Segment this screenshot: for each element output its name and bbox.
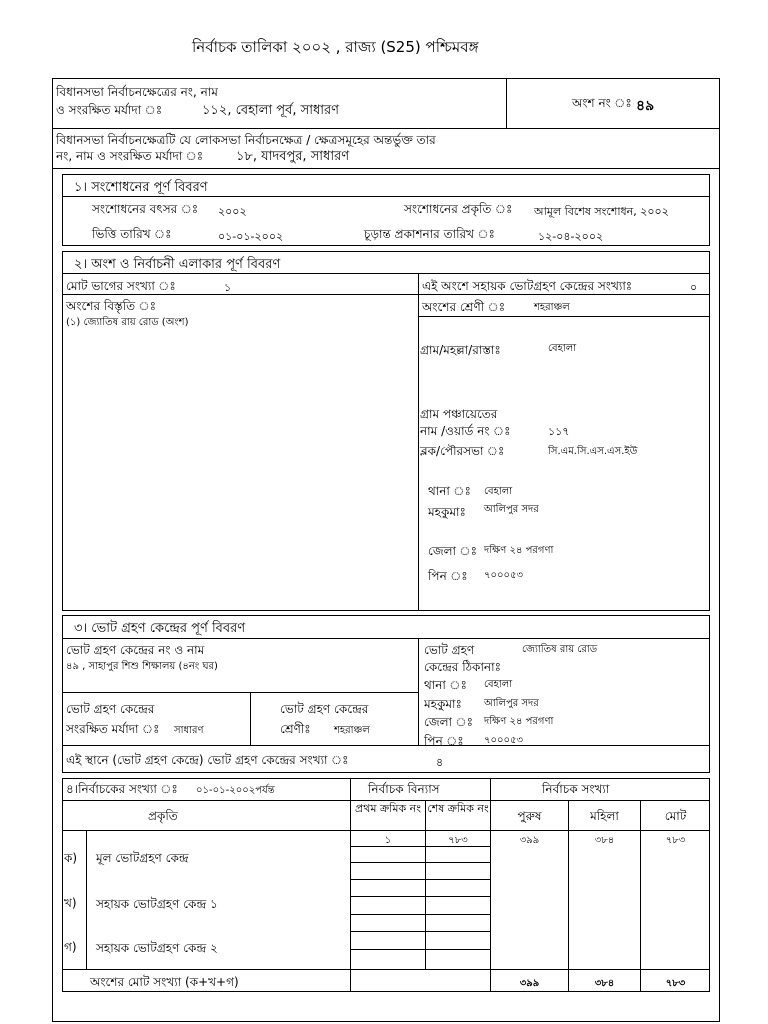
divider xyxy=(250,692,251,745)
divider xyxy=(640,800,641,992)
total-total: ৭৮৩ xyxy=(665,978,686,989)
part-category-value: শহরাঞ্চল xyxy=(534,302,570,313)
divider xyxy=(425,800,426,969)
station-pin-value: ৭০০০৫৩ xyxy=(484,735,523,746)
row-total: ৭৮৩ xyxy=(665,835,686,846)
village-value: বেহালা xyxy=(548,343,577,354)
ward-label: নাম /ওয়ার্ড নং ঃ xyxy=(420,424,511,438)
pin-label: পিন ঃ xyxy=(428,569,468,583)
aux-stations-label: এই অংশে সহায়ক ভোটগ্রহণ কেন্দ্রের সংখ্যাঃ xyxy=(422,279,633,293)
col-nature: প্রকৃতি xyxy=(148,809,178,823)
subdivision-label: মহকুমাঃ xyxy=(428,505,466,519)
revision-nature-value: আমূল বিশেষ সংশোধন, ২০০২ xyxy=(534,205,669,218)
divider xyxy=(418,638,419,745)
row-label: সহায়ক ভোটগ্রহণ কেন্দ্র ২ xyxy=(96,941,218,955)
station-pin-label: পিন ঃ xyxy=(424,734,464,748)
ac-label: বিধানসভা নির্বাচনক্ষেত্রের নং, নাম xyxy=(56,85,218,99)
row-code: খ) xyxy=(64,896,77,910)
police-station-label: থানা ঃ xyxy=(428,484,471,498)
block-value: সি.এম.সি.এস.এস.ইউ xyxy=(548,446,638,457)
station-reservation-label: ভোট গ্রহণ কেন্দ্রের xyxy=(66,702,155,716)
row-code: গ) xyxy=(64,940,77,954)
ac-value: ১১২, বেহালা পূর্ব, সাধারণ xyxy=(202,103,340,118)
col-last-serial: শেষ ক্রমিক নং xyxy=(427,802,489,815)
section-polling-heading: ৩। ভোট গ্রহণ কেন্দ্রের পূর্ণ বিবরণ xyxy=(74,621,246,636)
row-last-serial: ৭৮৩ xyxy=(448,835,468,846)
station-category-value: শহরাঞ্চল xyxy=(334,725,370,736)
col-male: পুরুষ xyxy=(517,809,542,823)
block-label: ব্লক/পৌরসভা ঃ xyxy=(420,444,505,458)
col-first-serial: প্রথম ক্রমিক নং xyxy=(355,802,421,815)
row-rule xyxy=(350,914,490,915)
revision-year-value: ২০০২ xyxy=(218,205,247,218)
station-district-value: দক্ষিণ ২৪ পরগণা xyxy=(484,716,554,727)
row-first-serial: ১ xyxy=(384,835,392,846)
row-rule xyxy=(350,931,490,932)
station-category-label: ভোট গ্রহণ কেন্দ্রের xyxy=(280,702,369,716)
section-area-heading: ২। অংশ ও নির্বাচনী এলাকার পূর্ণ বিবরণ xyxy=(74,257,281,272)
page-title: নির্বাচক তালিকা ২০০২ , রাজ্য (S25) পশ্চিমবঙ্গ xyxy=(192,38,479,56)
divider xyxy=(86,830,87,969)
section-revision-heading: ১। সংশোধনের পূর্ণ বিবরণ xyxy=(74,180,208,195)
col-female: মহিলা xyxy=(590,809,619,823)
station-number-label: ভোট গ্রহণ কেন্দ্রের নং ও নাম xyxy=(66,643,205,657)
elector-arrangement-heading: নির্বাচক বিন্যাস xyxy=(368,782,440,796)
village-label: গ্রাম/মহল্লা/রাস্তাঃ xyxy=(420,343,501,357)
row-rule xyxy=(350,862,490,863)
row-code: ক) xyxy=(64,851,78,865)
section-area xyxy=(62,251,710,611)
station-reservation-value: সাধারণ xyxy=(174,725,204,736)
row-label: সহায়ক ভোটগ্রহণ কেন্দ্র ১ xyxy=(96,897,218,911)
total-female: ৩৮৪ xyxy=(594,978,615,989)
station-address-label-2: কেন্দ্রের ঠিকানাঃ xyxy=(424,660,501,674)
revision-nature-label: সংশোধনের প্রকৃতি ঃ xyxy=(404,202,513,216)
electors-count-label: ৪।নির্বাচকের সংখ্যা ঃ xyxy=(66,782,178,796)
station-number-value: ৪৯ , সাহাপুর শিশু শিক্ষালয় (৪নং ঘর) xyxy=(66,661,218,672)
divider xyxy=(418,273,419,611)
panchayat-label: গ্রাম পঞ্চায়েতের xyxy=(420,407,498,421)
publication-date-label: চূড়ান্ত প্রকাশনার তারিখ ঃ xyxy=(364,227,495,241)
divider xyxy=(62,830,710,831)
electors-count-date: ০১-০১-২০০২পর্যন্ত xyxy=(196,785,275,796)
sections-count-label: মোট ভাগের সংখ্যা ঃ xyxy=(66,279,176,293)
station-subdivision-label: মহকুমাঃ xyxy=(424,697,462,711)
extent-label: অংশের বিস্তৃতি ঃ xyxy=(66,299,157,313)
station-address-label: ভোট গ্রহণ xyxy=(424,643,475,657)
divider xyxy=(52,168,720,169)
row-male: ৩৯৯ xyxy=(519,835,540,846)
stations-here-label: এই স্থানে (ভোট গ্রহণ কেন্দ্রে) ভোট গ্রহণ কেন্দ্রের সংখ্যা ঃ xyxy=(66,753,349,767)
pin-value: ৭০০০৫৩ xyxy=(484,570,523,581)
part-number-label: অংশ নং ঃ xyxy=(572,96,632,110)
row-rule xyxy=(350,879,490,880)
district-value: দক্ষিণ ২৪ পরগণা xyxy=(484,545,554,556)
col-total: মোট xyxy=(664,809,687,823)
stations-here-value: ৪ xyxy=(436,756,444,769)
row-female: ৩৮৪ xyxy=(594,835,615,846)
row-label: মূল ভোটগ্রহণ কেন্দ্র xyxy=(96,851,189,865)
row-rule xyxy=(350,949,490,950)
base-date-value: ০১-০১-২০০২ xyxy=(218,230,284,243)
station-address-value: জ্যোতিষ রায় রোড xyxy=(522,644,598,655)
police-station-value: বেহালা xyxy=(484,486,513,497)
revision-year-label: সংশোধনের বৎসর ঃ xyxy=(92,202,199,216)
aux-stations-value: ০ xyxy=(690,281,698,294)
pc-reservation-label: নং, নাম ও সংরক্ষিত মর্যাদা ঃ xyxy=(56,149,204,163)
station-category-label-2: শ্রেণীঃ xyxy=(280,722,311,736)
sections-count-value: ১ xyxy=(224,281,232,294)
total-row-label: অংশের মোট সংখ্যা (ক+খ+গ) xyxy=(90,975,239,989)
station-thana-value: বেহালা xyxy=(484,679,513,690)
ac-reservation-label: ও সংরক্ষিত মর্যাদা ঃ xyxy=(56,103,163,117)
extent-item: (১) জ্যোতিষ রায় রোড (অংশ) xyxy=(66,317,189,328)
divider xyxy=(568,800,569,992)
divider xyxy=(506,78,507,128)
divider xyxy=(52,128,720,129)
part-number-value: ৪৯ xyxy=(636,98,655,114)
publication-date-value: ১২-০৪-২০০২ xyxy=(538,230,604,243)
station-reservation-label-2: সংরক্ষিত মর্যাদা ঃ xyxy=(66,722,160,736)
divider xyxy=(62,969,710,970)
pc-label: বিধানসভা নির্বাচনক্ষেত্রটি যে লোকসভা নির্বাচনক্ষেত্র / ক্ষেত্রসমূহের অন্তর্ভুক্ত তার xyxy=(56,133,436,147)
part-category-label: অংশের শ্রেণী ঃ xyxy=(422,300,506,314)
pc-value: ১৮, যাদবপুর, সাধারণ xyxy=(236,149,350,164)
ward-value: ১১৭ xyxy=(548,425,570,438)
base-date-label: ভিত্তি তারিখ ঃ xyxy=(92,227,172,241)
station-district-label: জেলা ঃ xyxy=(424,715,473,729)
station-subdivision-value: আলিপুর সদর xyxy=(484,698,539,709)
row-rule xyxy=(350,896,490,897)
total-male: ৩৯৯ xyxy=(519,978,540,989)
divider xyxy=(62,745,710,746)
divider xyxy=(62,692,418,693)
station-thana-label: থানা ঃ xyxy=(424,678,467,692)
elector-count-heading: নির্বাচক সংখ্যা xyxy=(542,782,610,796)
subdivision-value: আলিপুর সদর xyxy=(484,504,539,515)
district-label: জেলা ঃ xyxy=(428,544,477,558)
